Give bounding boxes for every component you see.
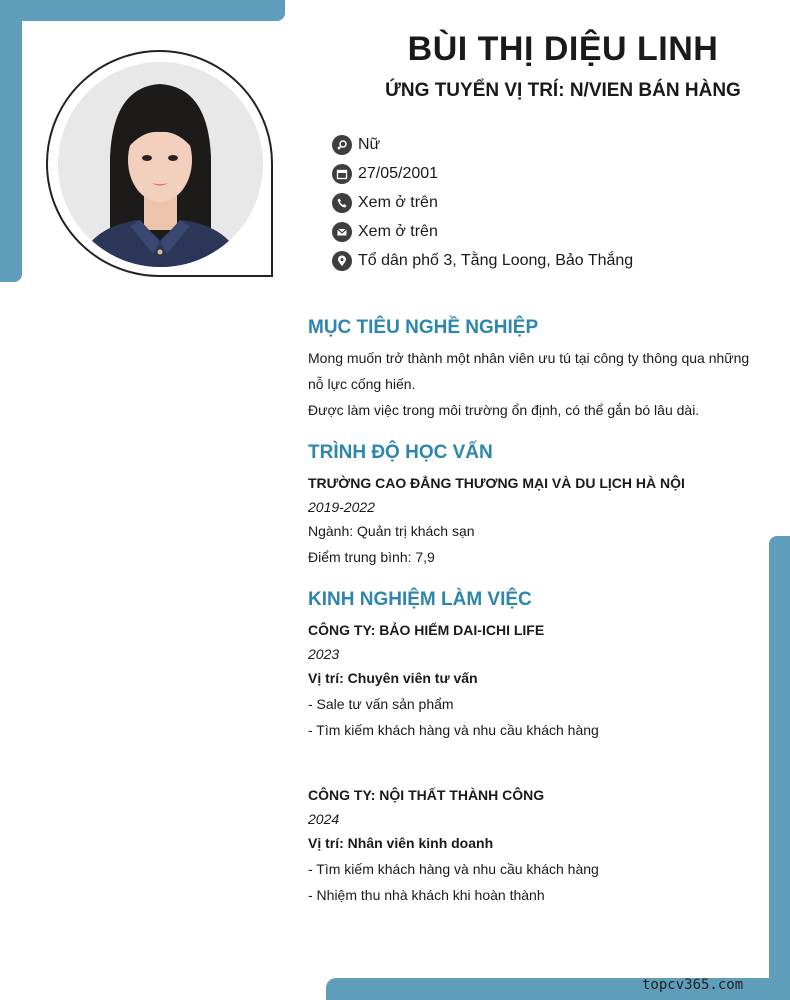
job-task: - Tìm kiếm khách hàng và nhu cầu khách hàng bbox=[308, 722, 599, 738]
objective-title: MỤC TIÊU NGHỀ NGHIỆP bbox=[308, 317, 539, 338]
objective-line: nỗ lực cống hiến. bbox=[308, 376, 416, 392]
top-decor-band bbox=[0, 0, 285, 21]
education-major: Ngành: Quản trị khách sạn bbox=[308, 523, 475, 539]
gender-value: Nữ bbox=[358, 135, 381, 153]
job-task: - Tìm kiếm khách hàng và nhu cầu khách hàng bbox=[308, 861, 599, 877]
job-role: Vị trí: Nhân viên kinh doanh bbox=[308, 835, 494, 851]
job-task: - Nhiệm thu nhà khách khi hoàn thành bbox=[308, 887, 545, 903]
job-year: 2024 bbox=[308, 811, 340, 827]
education-title: TRÌNH ĐỘ HỌC VẤN bbox=[308, 442, 493, 463]
gender-icon bbox=[332, 135, 352, 155]
email-icon bbox=[332, 222, 352, 242]
objective-line: Mong muốn trở thành một nhân viên ưu tú tại công ty thông qua những bbox=[308, 350, 750, 366]
candidate-name: BÙI THỊ DIỆU LINH bbox=[407, 30, 719, 68]
contact-phone bbox=[332, 188, 633, 217]
job-role: Vị trí: Chuyên viên tư vấn bbox=[308, 670, 478, 686]
birthdate-value: 27/05/2001 bbox=[358, 164, 439, 182]
phone-value: Xem ở trên bbox=[358, 193, 438, 211]
contact-birthdate bbox=[332, 159, 633, 188]
education-period: 2019-2022 bbox=[308, 499, 375, 515]
right-decor-band bbox=[769, 536, 790, 1000]
school-name: TRƯỜNG CAO ĐẲNG THƯƠNG MẠI VÀ DU LỊCH HÀ NỘI bbox=[308, 475, 685, 491]
address-value: Tổ dân phố 3, Tằng Loong, Bảo Thắng bbox=[358, 251, 634, 269]
objective-line: Được làm việc trong môi trường ổn định, có thể gắn bó lâu dài. bbox=[308, 402, 700, 418]
contact-list bbox=[332, 130, 633, 275]
contact-email bbox=[332, 217, 633, 246]
profile-photo bbox=[58, 62, 263, 267]
job-company: CÔNG TY: BẢO HIỂM DAI-ICHI LIFE bbox=[308, 622, 545, 638]
left-decor-band bbox=[0, 0, 22, 282]
contact-address bbox=[332, 246, 633, 275]
education-gpa: Điểm trung bình: 7,9 bbox=[308, 549, 435, 565]
job-year: 2023 bbox=[308, 646, 340, 662]
job-task: - Sale tư vấn sản phẩm bbox=[308, 696, 454, 712]
job-company: CÔNG TY: NỘI THẤT THÀNH CÔNG bbox=[308, 787, 545, 803]
experience-title: KINH NGHIỆM LÀM VIỆC bbox=[308, 589, 532, 610]
contact-gender bbox=[332, 130, 633, 159]
calendar-icon bbox=[332, 164, 352, 184]
applied-position: ỨNG TUYỂN VỊ TRÍ: N/VIEN BÁN HÀNG bbox=[385, 80, 741, 101]
email-value: Xem ở trên bbox=[358, 222, 438, 240]
location-icon bbox=[332, 251, 352, 271]
watermark: topcv365.com bbox=[642, 977, 744, 993]
phone-icon bbox=[332, 193, 352, 213]
